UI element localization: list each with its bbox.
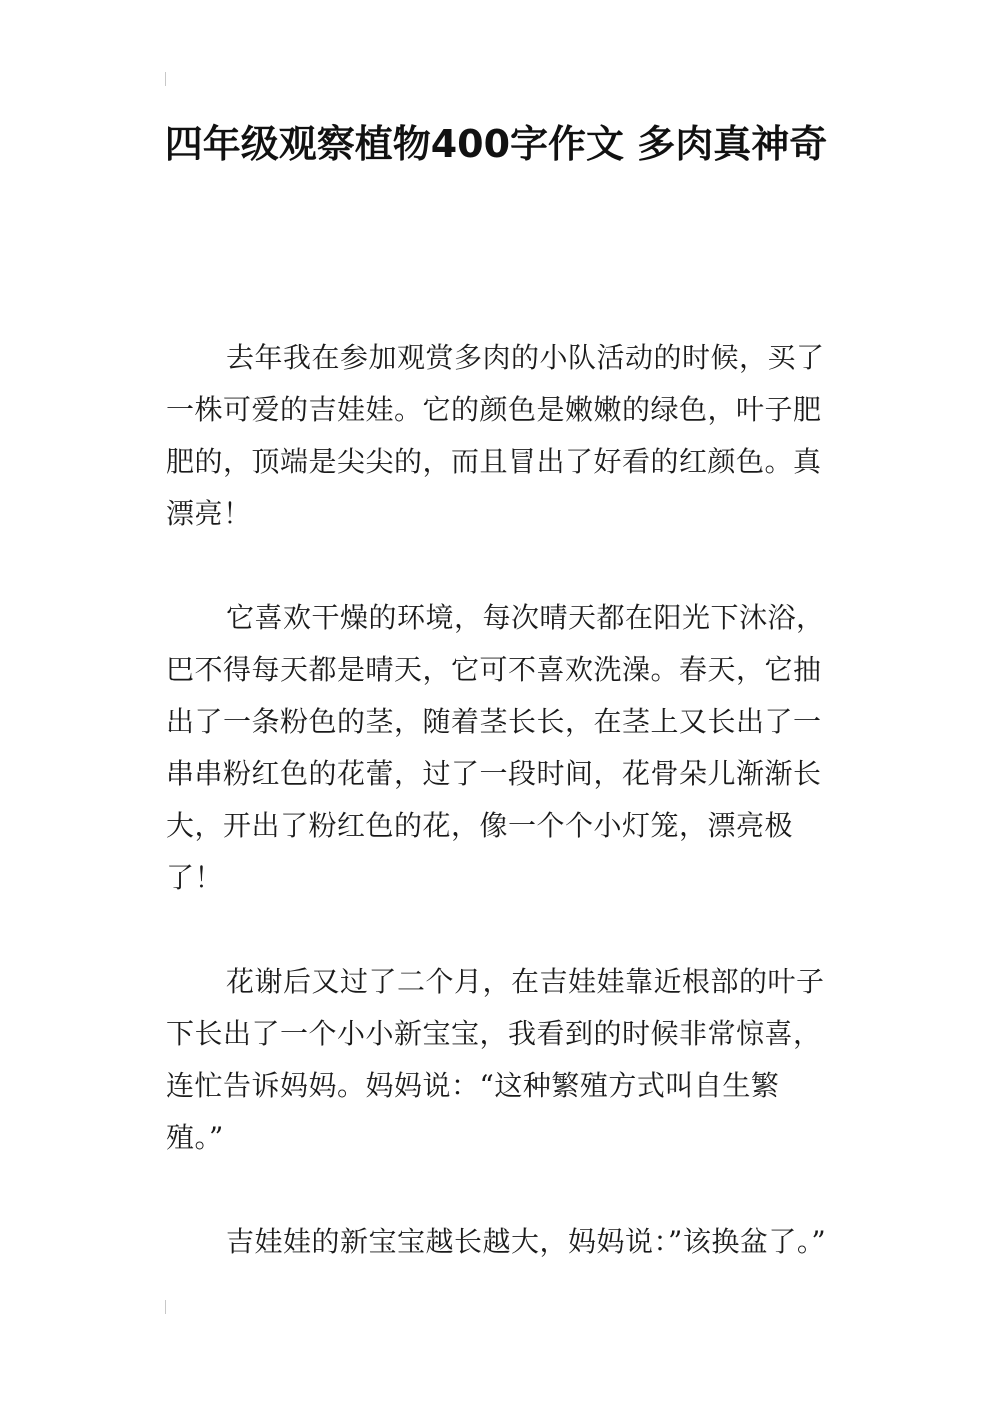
page-corner-mark-bottom: [165, 1300, 166, 1314]
page-corner-mark-top: [165, 72, 166, 86]
paragraph-1: 去年我在参加观赏多肉的小队活动的时候，买了一株可爱的吉娃娃。它的颜色是嫩嫩的绿色，叶子肥肥的，顶端是尖尖的，而且冒出了好看的红颜色。真漂亮！: [166, 341, 825, 530]
document-title: 四年级观察植物400字作文 多肉真神奇: [164, 122, 828, 166]
paragraph-3: 花谢后又过了二个月，在吉娃娃靠近根部的叶子下长出了一个小小新宝宝，我看到的时候非常惊喜，连忙告诉妈妈。妈妈说：“这种繁殖方式叫自生繁殖。”: [166, 965, 825, 1154]
paragraph-4: 吉娃娃的新宝宝越长越大，妈妈说：”该换盆了。”: [226, 1225, 827, 1258]
document-body: [166, 332, 832, 1268]
paragraph-2: 它喜欢干燥的环境，每次晴天都在阳光下沐浴，巴不得每天都是晴天，它可不喜欢洗澡。春天，它抽出了一条粉色的茎，随着茎长长，在茎上又长出了一串串粉红色的花蕾，过了一段时间，花骨朵儿渐渐长大，开出了粉红色的花，像一个个小灯笼，漂亮极了！: [166, 601, 825, 894]
